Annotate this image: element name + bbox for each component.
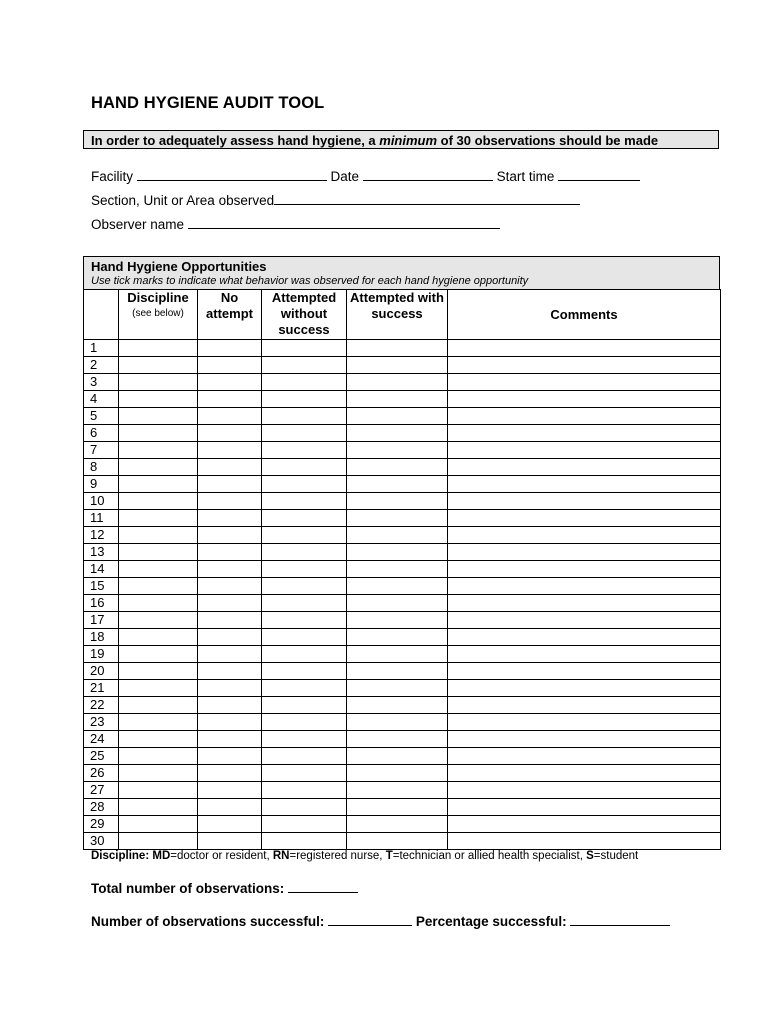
table-row <box>84 680 721 697</box>
legend-t: T <box>385 850 393 862</box>
observer-line <box>91 216 500 232</box>
attempted-without-cell[interactable] <box>262 357 347 374</box>
table-row <box>84 391 721 408</box>
discipline-cell[interactable] <box>119 629 198 646</box>
facility-date-line <box>91 168 640 184</box>
row-number: 25 <box>84 748 119 765</box>
attempted-without-cell[interactable] <box>262 510 347 527</box>
no-attempt-cell[interactable] <box>198 374 262 391</box>
no-attempt-cell[interactable] <box>198 782 262 799</box>
comments-cell[interactable] <box>448 374 721 391</box>
no-attempt-cell[interactable] <box>198 442 262 459</box>
no-attempt-cell[interactable] <box>198 476 262 493</box>
comments-cell[interactable] <box>448 561 721 578</box>
attempted-with-cell[interactable] <box>347 476 448 493</box>
successful-line <box>91 913 670 929</box>
attempted-without-cell[interactable] <box>262 459 347 476</box>
row-number: 15 <box>84 578 119 595</box>
table-row <box>84 408 721 425</box>
row-number: 20 <box>84 663 119 680</box>
discipline-cell[interactable] <box>119 408 198 425</box>
row-number: 4 <box>84 391 119 408</box>
table-row <box>84 799 721 816</box>
attempted-without-cell[interactable] <box>262 646 347 663</box>
attempted-with-cell[interactable] <box>347 629 448 646</box>
row-number: 19 <box>84 646 119 663</box>
attempted-with-cell[interactable] <box>347 612 448 629</box>
row-number: 29 <box>84 816 119 833</box>
row-number: 17 <box>84 612 119 629</box>
table-row <box>84 612 721 629</box>
table-row <box>84 714 721 731</box>
facility-field[interactable] <box>137 168 327 181</box>
table-row <box>84 765 721 782</box>
discipline-cell[interactable] <box>119 374 198 391</box>
legend-md-text: =doctor or resident, <box>170 850 273 862</box>
row-number: 8 <box>84 459 119 476</box>
attempted-without-cell[interactable] <box>262 442 347 459</box>
row-number: 10 <box>84 493 119 510</box>
comments-cell[interactable] <box>448 680 721 697</box>
discipline-cell[interactable] <box>119 578 198 595</box>
discipline-cell[interactable] <box>119 442 198 459</box>
table-row <box>84 357 721 374</box>
legend-s: S <box>586 850 594 862</box>
discipline-cell[interactable] <box>119 646 198 663</box>
no-attempt-cell[interactable] <box>198 663 262 680</box>
comments-cell[interactable] <box>448 476 721 493</box>
comments-cell[interactable] <box>448 459 721 476</box>
no-attempt-cell[interactable] <box>198 731 262 748</box>
comments-cell[interactable] <box>448 391 721 408</box>
attempted-without-cell[interactable] <box>262 425 347 442</box>
attempted-without-cell[interactable] <box>262 714 347 731</box>
attempted-with-cell[interactable] <box>347 391 448 408</box>
comments-cell[interactable] <box>448 527 721 544</box>
no-attempt-cell[interactable] <box>198 748 262 765</box>
no-attempt-cell[interactable] <box>198 816 262 833</box>
table-row <box>84 731 721 748</box>
row-number: 7 <box>84 442 119 459</box>
no-attempt-cell[interactable] <box>198 646 262 663</box>
row-number: 23 <box>84 714 119 731</box>
table-subheading: Use tick marks to indicate what behavior was observed for each hand hygiene opportunity <box>91 275 529 287</box>
attempted-without-cell[interactable] <box>262 578 347 595</box>
comments-cell[interactable] <box>448 442 721 459</box>
no-attempt-cell[interactable] <box>198 714 262 731</box>
discipline-cell[interactable] <box>119 816 198 833</box>
total-observations-label: Total number of observations: <box>91 881 285 896</box>
total-observations-field[interactable] <box>288 880 358 893</box>
no-attempt-cell[interactable] <box>198 612 262 629</box>
attempted-without-cell[interactable] <box>262 731 347 748</box>
legend-s-text: =student <box>593 850 639 862</box>
table-row <box>84 459 721 476</box>
table-row <box>84 374 721 391</box>
attempted-without-cell[interactable] <box>262 527 347 544</box>
table-row <box>84 748 721 765</box>
legend-md: MD <box>152 850 171 862</box>
comments-cell[interactable] <box>448 646 721 663</box>
attempted-without-cell[interactable] <box>262 493 347 510</box>
no-attempt-cell[interactable] <box>198 697 262 714</box>
percentage-field[interactable] <box>570 913 670 926</box>
table-row <box>84 527 721 544</box>
comments-cell[interactable] <box>448 816 721 833</box>
no-attempt-cell[interactable] <box>198 833 262 850</box>
table-heading: Hand Hygiene Opportunities <box>91 259 267 274</box>
discipline-cell[interactable] <box>119 340 198 357</box>
discipline-cell[interactable] <box>119 799 198 816</box>
discipline-cell[interactable] <box>119 493 198 510</box>
total-observations-line <box>91 880 358 896</box>
no-attempt-cell[interactable] <box>198 408 262 425</box>
no-attempt-cell[interactable] <box>198 765 262 782</box>
legend-rn: RN <box>272 850 290 862</box>
attempted-without-cell[interactable] <box>262 697 347 714</box>
start-time-label: Start time <box>496 169 555 184</box>
table-header-row <box>84 290 721 340</box>
comments-cell[interactable] <box>448 833 721 850</box>
attempted-without-cell[interactable] <box>262 629 347 646</box>
comments-cell[interactable] <box>448 493 721 510</box>
attempted-without-cell[interactable] <box>262 340 347 357</box>
row-number: 9 <box>84 476 119 493</box>
col-attempted-without-success: Attempted without success <box>262 290 347 340</box>
successful-field[interactable] <box>328 913 412 926</box>
attempted-without-cell[interactable] <box>262 833 347 850</box>
table-row <box>84 782 721 799</box>
attempted-without-cell[interactable] <box>262 544 347 561</box>
legend-rn-text: =registered nurse, <box>289 850 386 862</box>
row-number: 12 <box>84 527 119 544</box>
table-row <box>84 833 721 850</box>
comments-cell[interactable] <box>448 357 721 374</box>
discipline-cell[interactable] <box>119 748 198 765</box>
facility-label: Facility <box>91 169 134 184</box>
table-row <box>84 816 721 833</box>
table-row <box>84 629 721 646</box>
date-label: Date <box>330 169 360 184</box>
attempted-without-cell[interactable] <box>262 391 347 408</box>
discipline-cell[interactable] <box>119 391 198 408</box>
row-number: 14 <box>84 561 119 578</box>
legend-label: Discipline: <box>91 850 150 862</box>
no-attempt-cell[interactable] <box>198 459 262 476</box>
table-row <box>84 340 721 357</box>
attempted-with-cell[interactable] <box>347 646 448 663</box>
attempted-without-cell[interactable] <box>262 476 347 493</box>
no-attempt-cell[interactable] <box>198 493 262 510</box>
comments-cell[interactable] <box>448 731 721 748</box>
comments-cell[interactable] <box>448 340 721 357</box>
attempted-without-cell[interactable] <box>262 816 347 833</box>
discipline-cell[interactable] <box>119 782 198 799</box>
no-attempt-cell[interactable] <box>198 595 262 612</box>
attempted-with-cell[interactable] <box>347 578 448 595</box>
notice-text-before: In order to adequately assess hand hygiene, a <box>91 133 380 148</box>
table-row <box>84 578 721 595</box>
no-attempt-cell[interactable] <box>198 799 262 816</box>
discipline-cell[interactable] <box>119 714 198 731</box>
row-number: 6 <box>84 425 119 442</box>
comments-cell[interactable] <box>448 697 721 714</box>
comments-cell[interactable] <box>448 408 721 425</box>
attempted-with-cell[interactable] <box>347 765 448 782</box>
table-row <box>84 476 721 493</box>
col-comments: Comments <box>448 290 721 340</box>
comments-cell[interactable] <box>448 425 721 442</box>
no-attempt-cell[interactable] <box>198 680 262 697</box>
no-attempt-cell[interactable] <box>198 340 262 357</box>
row-number: 28 <box>84 799 119 816</box>
attempted-with-cell[interactable] <box>347 510 448 527</box>
no-attempt-cell[interactable] <box>198 561 262 578</box>
comments-cell[interactable] <box>448 799 721 816</box>
attempted-with-cell[interactable] <box>347 544 448 561</box>
discipline-cell[interactable] <box>119 731 198 748</box>
attempted-with-cell[interactable] <box>347 782 448 799</box>
attempted-with-cell[interactable] <box>347 561 448 578</box>
comments-cell[interactable] <box>448 782 721 799</box>
table-header-banner <box>83 256 720 289</box>
comments-cell[interactable] <box>448 714 721 731</box>
attempted-without-cell[interactable] <box>262 374 347 391</box>
col-attempted-with-success: Attempted with success <box>347 290 448 340</box>
attempted-with-cell[interactable] <box>347 408 448 425</box>
attempted-without-cell[interactable] <box>262 408 347 425</box>
row-number: 22 <box>84 697 119 714</box>
row-number: 18 <box>84 629 119 646</box>
section-line <box>91 192 580 208</box>
successful-label: Number of observations successful: <box>91 914 325 929</box>
comments-cell[interactable] <box>448 748 721 765</box>
discipline-cell[interactable] <box>119 697 198 714</box>
attempted-with-cell[interactable] <box>347 748 448 765</box>
row-number: 5 <box>84 408 119 425</box>
comments-cell[interactable] <box>448 629 721 646</box>
col-no-attempt: No attempt <box>198 290 262 340</box>
col-discipline-note: (see below) <box>132 308 184 319</box>
discipline-legend <box>91 850 638 862</box>
table-row <box>84 697 721 714</box>
no-attempt-cell[interactable] <box>198 527 262 544</box>
col-number <box>84 290 119 340</box>
table-row <box>84 493 721 510</box>
discipline-cell[interactable] <box>119 425 198 442</box>
notice-emphasis: minimum <box>379 133 438 148</box>
row-number: 2 <box>84 357 119 374</box>
attempted-with-cell[interactable] <box>347 833 448 850</box>
attempted-without-cell[interactable] <box>262 561 347 578</box>
row-number: 11 <box>84 510 119 527</box>
discipline-cell[interactable] <box>119 357 198 374</box>
col-discipline <box>119 290 198 340</box>
row-number: 16 <box>84 595 119 612</box>
legend-t-text: =technician or allied health specialist, <box>392 850 587 862</box>
attempted-with-cell[interactable] <box>347 731 448 748</box>
comments-cell[interactable] <box>448 510 721 527</box>
percentage-label: Percentage successful: <box>415 914 567 929</box>
observer-field[interactable] <box>188 216 500 229</box>
discipline-cell[interactable] <box>119 459 198 476</box>
table-row <box>84 561 721 578</box>
start-time-field[interactable] <box>558 168 640 181</box>
attempted-with-cell[interactable] <box>347 663 448 680</box>
comments-cell[interactable] <box>448 612 721 629</box>
attempted-with-cell[interactable] <box>347 459 448 476</box>
comments-cell[interactable] <box>448 578 721 595</box>
attempted-without-cell[interactable] <box>262 612 347 629</box>
attempted-with-cell[interactable] <box>347 697 448 714</box>
row-number: 27 <box>84 782 119 799</box>
discipline-cell[interactable] <box>119 833 198 850</box>
attempted-with-cell[interactable] <box>347 425 448 442</box>
no-attempt-cell[interactable] <box>198 544 262 561</box>
attempted-with-cell[interactable] <box>347 799 448 816</box>
attempted-without-cell[interactable] <box>262 680 347 697</box>
attempted-with-cell[interactable] <box>347 714 448 731</box>
comments-cell[interactable] <box>448 595 721 612</box>
no-attempt-cell[interactable] <box>198 629 262 646</box>
discipline-cell[interactable] <box>119 544 198 561</box>
col-discipline-label: Discipline <box>127 290 189 305</box>
row-number: 1 <box>84 340 119 357</box>
no-attempt-cell[interactable] <box>198 391 262 408</box>
comments-cell[interactable] <box>448 663 721 680</box>
section-label: Section, Unit or Area observed <box>91 193 275 208</box>
no-attempt-cell[interactable] <box>198 578 262 595</box>
table-row <box>84 595 721 612</box>
comments-cell[interactable] <box>448 544 721 561</box>
attempted-without-cell[interactable] <box>262 748 347 765</box>
row-number: 21 <box>84 680 119 697</box>
attempted-without-cell[interactable] <box>262 765 347 782</box>
section-field[interactable] <box>274 192 580 205</box>
table-row <box>84 646 721 663</box>
discipline-cell[interactable] <box>119 527 198 544</box>
discipline-cell[interactable] <box>119 765 198 782</box>
table-row <box>84 425 721 442</box>
page-title: HAND HYGIENE AUDIT TOOL <box>91 94 325 112</box>
discipline-cell[interactable] <box>119 612 198 629</box>
attempted-with-cell[interactable] <box>347 357 448 374</box>
no-attempt-cell[interactable] <box>198 510 262 527</box>
attempted-without-cell[interactable] <box>262 595 347 612</box>
attempted-with-cell[interactable] <box>347 374 448 391</box>
observer-label: Observer name <box>91 217 185 232</box>
row-number: 13 <box>84 544 119 561</box>
attempted-with-cell[interactable] <box>347 493 448 510</box>
attempted-with-cell[interactable] <box>347 595 448 612</box>
attempted-with-cell[interactable] <box>347 680 448 697</box>
table-row <box>84 510 721 527</box>
comments-cell[interactable] <box>448 765 721 782</box>
observations-table <box>83 289 721 850</box>
row-number: 30 <box>84 833 119 850</box>
table-row <box>84 663 721 680</box>
date-field[interactable] <box>363 168 493 181</box>
discipline-cell[interactable] <box>119 663 198 680</box>
discipline-cell[interactable] <box>119 561 198 578</box>
attempted-with-cell[interactable] <box>347 442 448 459</box>
discipline-cell[interactable] <box>119 595 198 612</box>
table-row <box>84 544 721 561</box>
table-row <box>84 442 721 459</box>
attempted-without-cell[interactable] <box>262 799 347 816</box>
notice-text-after: of 30 observations should be made <box>437 133 659 148</box>
discipline-cell[interactable] <box>119 476 198 493</box>
attempted-without-cell[interactable] <box>262 782 347 799</box>
row-number: 24 <box>84 731 119 748</box>
row-number: 26 <box>84 765 119 782</box>
discipline-cell[interactable] <box>119 680 198 697</box>
no-attempt-cell[interactable] <box>198 357 262 374</box>
discipline-cell[interactable] <box>119 510 198 527</box>
attempted-with-cell[interactable] <box>347 340 448 357</box>
attempted-with-cell[interactable] <box>347 527 448 544</box>
attempted-with-cell[interactable] <box>347 816 448 833</box>
no-attempt-cell[interactable] <box>198 425 262 442</box>
minimum-observations-notice <box>83 130 719 149</box>
row-number: 3 <box>84 374 119 391</box>
attempted-without-cell[interactable] <box>262 663 347 680</box>
